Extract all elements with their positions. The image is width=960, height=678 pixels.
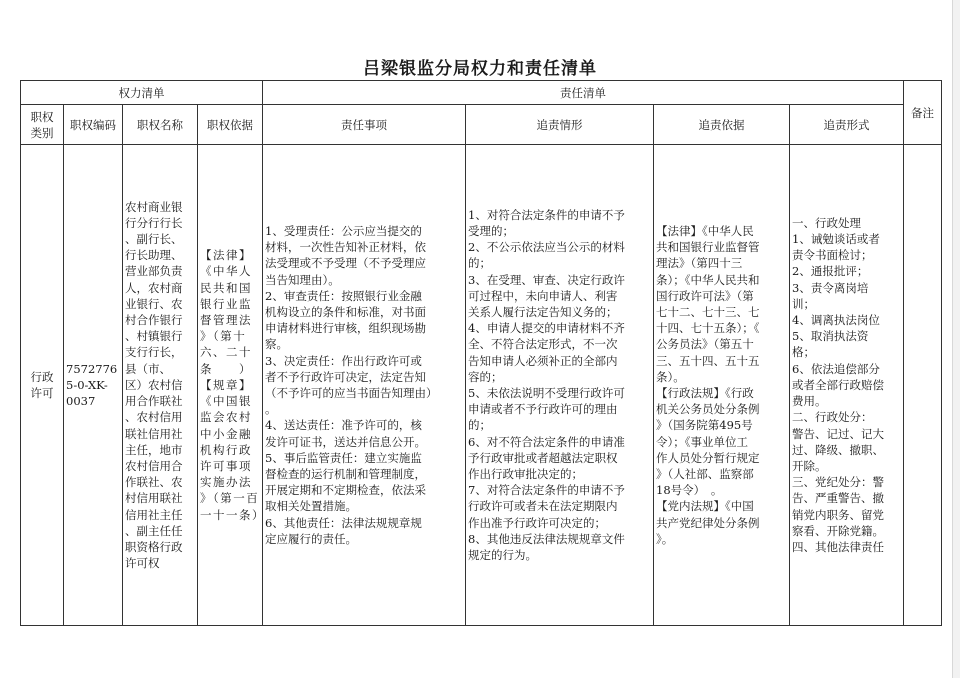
- cell-power-code: [64, 145, 123, 626]
- responsibility-items-text: 1、受理责任：公示应当提交的 材料，一次性告知补正材料，依 法受理或不予受理（不予受理应 当告知理由）。 2、审查责任：按照银行业金融 机构设立的条件和标准，对书面 申请材料进行审核，组织现场勘 察。 3、决定责任：作出行政许可或 者不予行政许可决定，法定告知 （不予许可的应当书面告知理由） 。 4、送达责任：准予许可的，核 发许可证书，送达并信息公开。 5、事后监管责任：建立实施监 督检查的运行机制和管理制度， 开展定期和不定期检查，依法采 取相关处置措施。 6、其他责任：法律法规规章规 定应履行的责任。: [265, 223, 438, 546]
- cell-accountability-situations: [466, 145, 654, 626]
- group-header-power-list: 权力清单: [21, 81, 263, 105]
- header-power-name: 职权名称: [123, 105, 198, 145]
- table-row: [21, 145, 942, 626]
- document-title: 吕梁银监分局权力和责任清单: [363, 59, 597, 79]
- cell-power-name: [123, 145, 198, 626]
- cell-responsibility-items: [263, 145, 466, 626]
- accountability-basis-text: 【法律】《中华人民 共和国银行业监督管 理法》（第四十三 条）；《中华人民共和 国行政许可法》（第 七十二、七十三、七 十四、七十五条）；《 公务员法》（第五十 三、五十四、五十五 条）。 【行政法规】《行政 机关公务员处分条例 》（国务院第495号 令）；《事业单位工 作人员处分暂行规定 》（人社部、监察部 18号令） 。 【党内法规】《中国 共产党纪律处分条例 》。: [656, 223, 760, 546]
- cell-remarks: [904, 145, 942, 626]
- power-type-text: 行政 许可: [30, 369, 54, 400]
- accountability-situations-text: 1、对符合法定条件的申请不予 受理的； 2、不公示依法应当公示的材料 的； 3、在受理、审查、决定行政许 可过程中，未向申请人、利害 关系人履行法定告知义务的； 4、申请人提交的申请材料不齐 全、不符合法定形式，不一次 告知申请人必须补正的全部内 容的； 5、未依法说明不受理行政许可 申请或者不予行政许可的理由 的； 6、对不符合法定条件的申请准 予行政审批或者超越法定职权 作出行政审批决定的； 7、对符合法定条件的申请不予 行政许可或者未在法定期限内 作出准予行政许可决定的； 8、其他违反法律法规规章文件 规定的行为。: [468, 207, 625, 563]
- power-code-text: 7572776 5-0-XK- 0037: [66, 361, 118, 409]
- header-power-type-label: 职权 类别: [30, 109, 54, 140]
- header-power-type: [21, 105, 64, 145]
- group-header-responsibility-list: 责任清单: [263, 81, 904, 105]
- page-edge-scroll-gutter: [952, 0, 960, 678]
- header-accountability-situations: 追责情形: [466, 105, 654, 145]
- header-accountability-forms: 追责形式: [790, 105, 904, 145]
- cell-accountability-basis: [654, 145, 790, 626]
- cell-power-type: [21, 145, 64, 626]
- cell-accountability-forms: [790, 145, 904, 626]
- cell-power-basis: [198, 145, 263, 626]
- power-responsibility-table: [20, 80, 942, 626]
- header-responsibility-items: 责任事项: [263, 105, 466, 145]
- header-power-basis: 职权依据: [198, 105, 263, 145]
- group-header-row: [21, 81, 942, 105]
- header-accountability-basis: 追责依据: [654, 105, 790, 145]
- header-remarks: 备注: [904, 81, 942, 145]
- power-basis-text: 【法律】 《中华人 民共和国 银行业监 督管理法 》（第十 六、二十 条 ） 【规章】 《中国银 监会农村 中小金融 机构行政 许可事项 实施办法 》（第一百 一十一条）: [200, 248, 265, 522]
- column-header-row: [21, 105, 942, 145]
- power-name-text: 农村商业银 行分行行长 、副行长、 行长助理、 营业部负责 人，农村商 业银行、农 村合作银行 、村镇银行 支行行长， 县（市、 区）农村信 用合作联社 、农村信用 联社信用社 主任，地市 农村信用合 作联社、农 村信用联社 信用社主任 、副主任任 职资格行政 许可权: [125, 199, 183, 571]
- accountability-forms-text: 一、行政处理 1、诫勉谈话或者 责令书面检讨； 2、通报批评； 3、责令离岗培 训； 4、调离执法岗位 5、取消执法资 格； 6、依法追偿部分 或者全部行政赔偿 费用。 二、行政处分： 警告、记过、记大 过、降级、撤职、 开除。 三、党纪处分：警 告、严重警告、撤 销党内职务、留党 察看、开除党籍。 四、其他法律责任: [792, 215, 884, 554]
- header-power-code: 职权编码: [64, 105, 123, 145]
